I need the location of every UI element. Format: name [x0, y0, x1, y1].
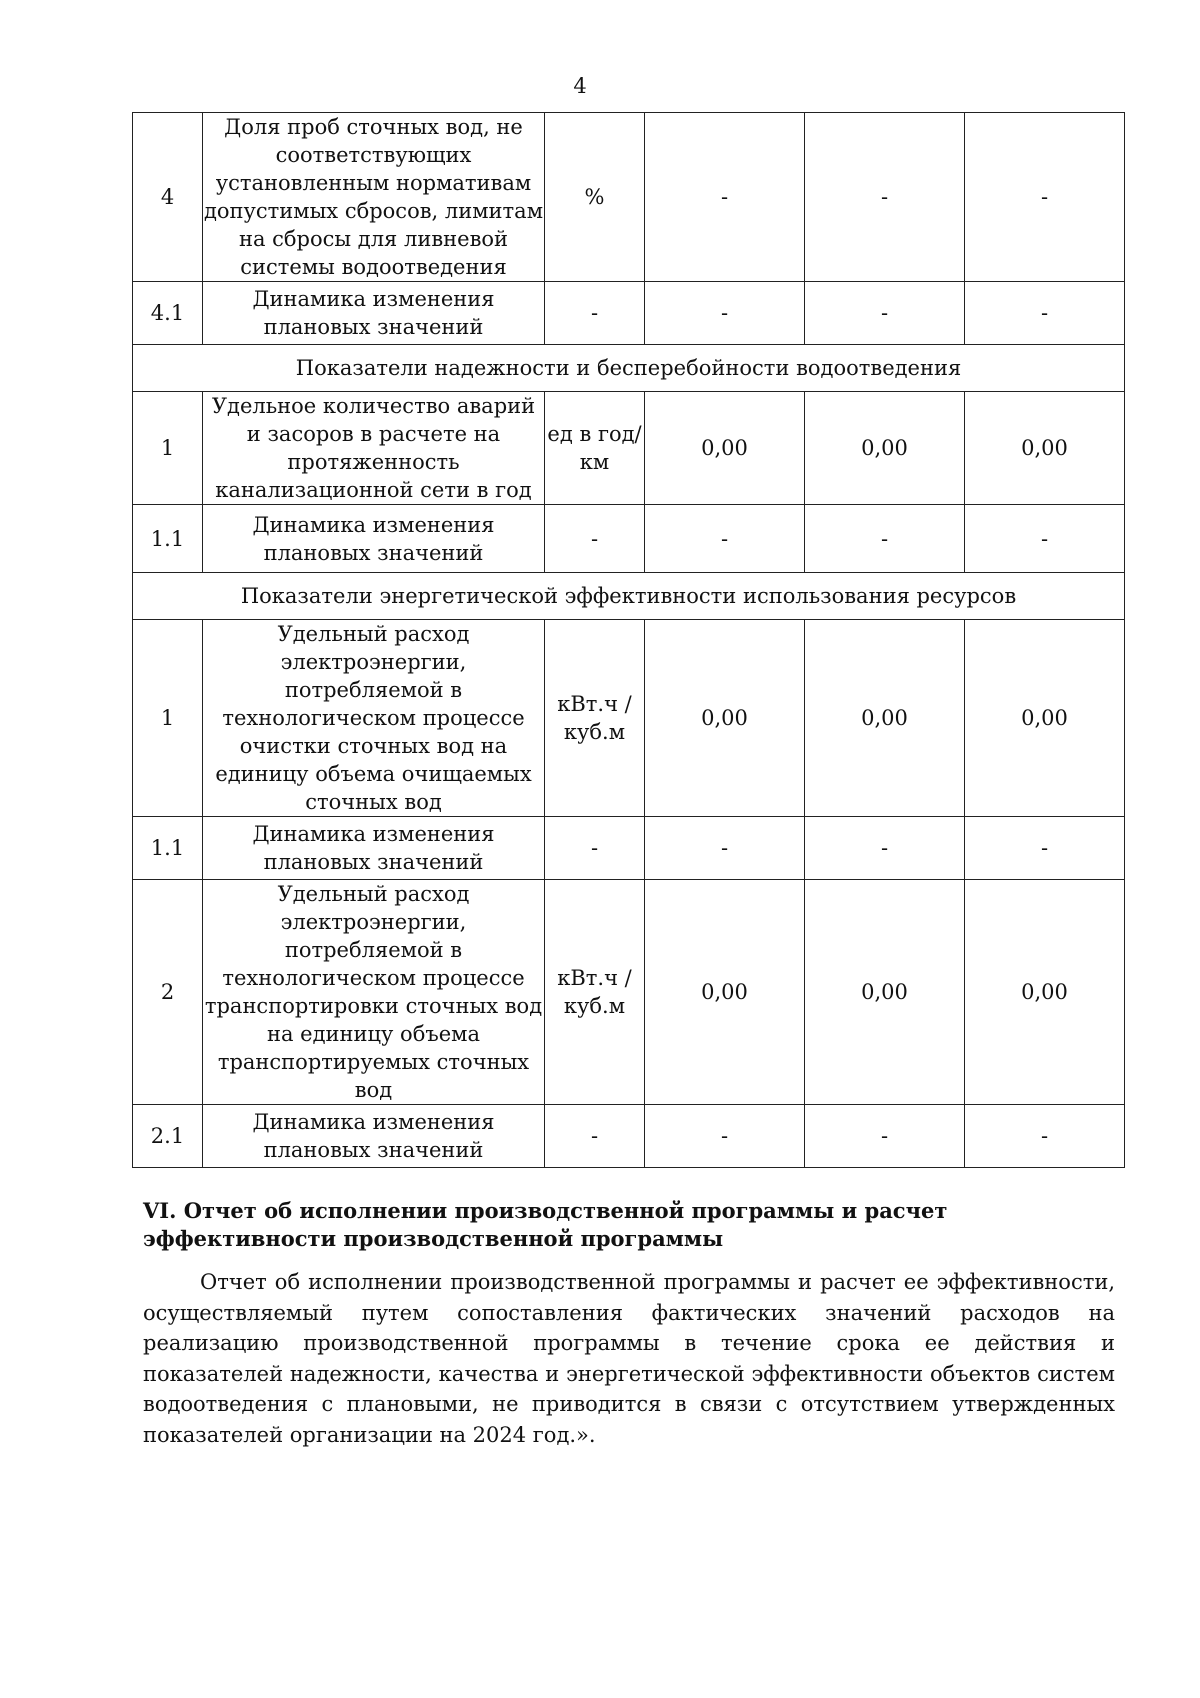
indicator-description: Удельное количество аварий и засоров в расчете на протяженность канализационной сети в год	[203, 392, 545, 505]
row-number: 1.1	[133, 505, 203, 573]
section-header: Показатели энергетической эффективности использования ресурсов	[133, 573, 1125, 620]
table-row	[133, 113, 1125, 282]
unit-cell: -	[545, 1105, 645, 1168]
row-number: 1	[133, 620, 203, 817]
unit-cell: %	[545, 113, 645, 282]
value-cell: 0,00	[805, 620, 965, 817]
row-number: 2	[133, 880, 203, 1105]
value-cell: -	[805, 817, 965, 880]
row-number: 4	[133, 113, 203, 282]
indicator-description: Динамика изменения плановых значений	[203, 505, 545, 573]
value-cell: -	[645, 282, 805, 345]
value-cell: -	[805, 282, 965, 345]
table-row	[133, 392, 1125, 505]
value-cell: 0,00	[805, 880, 965, 1105]
value-cell: 0,00	[965, 392, 1125, 505]
value-cell: -	[645, 1105, 805, 1168]
unit-cell: ед в год/ км	[545, 392, 645, 505]
value-cell: -	[965, 282, 1125, 345]
table-row	[133, 282, 1125, 345]
table-row	[133, 620, 1125, 817]
value-cell: -	[645, 817, 805, 880]
value-cell: 0,00	[805, 392, 965, 505]
indicator-description: Динамика изменения плановых значений	[203, 282, 545, 345]
indicator-description: Динамика изменения плановых значений	[203, 1105, 545, 1168]
table-row	[133, 1105, 1125, 1168]
value-cell: -	[805, 113, 965, 282]
page-number: 4	[573, 74, 587, 98]
value-cell: -	[645, 113, 805, 282]
unit-cell: -	[545, 505, 645, 573]
row-number: 1.1	[133, 817, 203, 880]
value-cell: -	[965, 505, 1125, 573]
value-cell: -	[805, 1105, 965, 1168]
value-cell: -	[645, 505, 805, 573]
row-number: 4.1	[133, 282, 203, 345]
value-cell: 0,00	[645, 392, 805, 505]
section-header-row	[133, 573, 1125, 620]
table-row	[133, 505, 1125, 573]
value-cell: 0,00	[645, 620, 805, 817]
row-number: 2.1	[133, 1105, 203, 1168]
unit-cell: -	[545, 282, 645, 345]
unit-cell: кВт.ч / куб.м	[545, 880, 645, 1105]
value-cell: -	[965, 113, 1125, 282]
value-cell: -	[965, 1105, 1125, 1168]
indicator-description: Удельный расход электроэнергии, потребляемой в технологическом процессе очистки сточных вод на единицу объема очищаемых сточных вод	[203, 620, 545, 817]
body-paragraph: Отчет об исполнении производственной программы и расчет ее эффективности, осуществляемый путем сопоставления фактических значений расходов на реализацию производственной программы в течение срока ее действия и показателей надежности, качества и энергетической эффективности объектов систем водоотведения с плановыми, не приводится в связи с отсутствием утвержденных показателей организации на 2024 год.».	[143, 1270, 1115, 1447]
indicator-description: Удельный расход электроэнергии, потребляемой в технологическом процессе транспортировки сточных вод на единицу объема транспортируемых сточных вод	[203, 880, 545, 1105]
section-header-row	[133, 345, 1125, 392]
unit-cell: кВт.ч / куб.м	[545, 620, 645, 817]
table-row	[133, 817, 1125, 880]
value-cell: 0,00	[965, 620, 1125, 817]
table-row	[133, 880, 1125, 1105]
value-cell: 0,00	[965, 880, 1125, 1105]
indicator-description: Доля проб сточных вод, не соответствующих установленным нормативам допустимых сбросов, лимитам на сбросы для ливневой системы водоотведения	[203, 113, 545, 282]
value-cell: -	[805, 505, 965, 573]
value-cell: -	[965, 817, 1125, 880]
indicator-description: Динамика изменения плановых значений	[203, 817, 545, 880]
unit-cell: -	[545, 817, 645, 880]
value-cell: 0,00	[645, 880, 805, 1105]
section-heading: VI. Отчет об исполнении производственной программы и расчет эффективности производственной программы	[143, 1198, 948, 1251]
indicators-table	[132, 112, 1125, 1168]
row-number: 1	[133, 392, 203, 505]
section-header: Показатели надежности и бесперебойности водоотведения	[133, 345, 1125, 392]
